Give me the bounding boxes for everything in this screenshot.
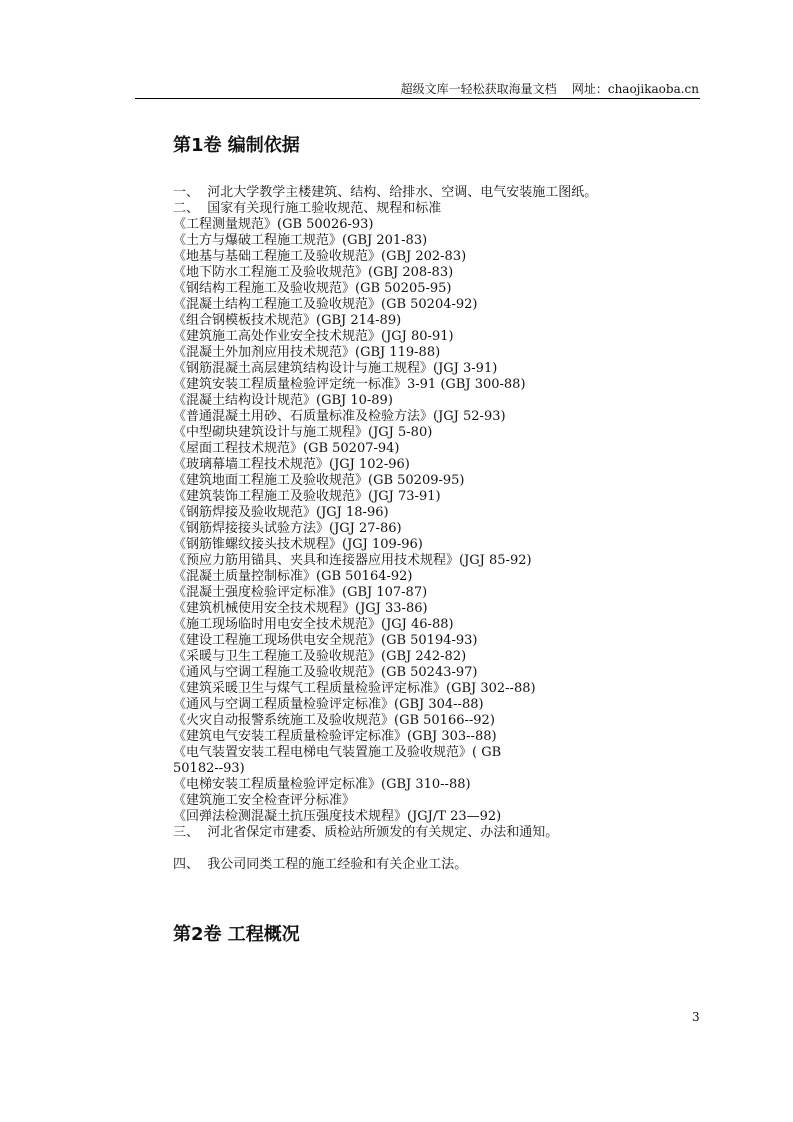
list-item: 《钢筋焊接及验收规范》(JGJ 18-96) <box>173 505 389 520</box>
list-item: 《建筑地面工程施工及验收规范》(GB 50209-95) <box>173 473 465 488</box>
list-item: 《组合钢模板技术规范》(GBJ 214-89) <box>173 313 402 328</box>
page-number: 3 <box>692 1010 700 1024</box>
list-item: 《混凝土结构设计规范》(GBJ 10-89) <box>173 393 393 408</box>
spacer <box>173 841 597 857</box>
list-item: 《建筑机械使用安全技术规程》(JGJ 33-86) <box>173 601 428 616</box>
list-item: 《混凝土质量控制标准》(GB 50164-92) <box>173 569 413 584</box>
list-item-4: 四、 我公司同类工程的施工经验和有关企业工法。 <box>173 857 468 872</box>
list-item: 一、 河北大学教学主楼建筑、结构、给排水、空调、电气安装施工图纸。 <box>173 185 598 200</box>
list-item: 《钢结构工程施工及验收规范》(GB 50205-95) <box>173 281 452 296</box>
list-item: 《混凝土强度检验评定标准》(GBJ 107-87) <box>173 585 428 600</box>
list-item: 《工程测量规范》(GB 50026-93) <box>173 217 374 232</box>
list-item: 《电气装置安装工程电梯电气装置施工及验收规范》( GB <box>173 745 502 760</box>
list-item: 《建筑装饰工程施工及验收规范》(JGJ 73-91) <box>173 489 441 504</box>
list-item: 《建设工程施工现场供电安全规范》(GB 50194-93) <box>173 633 478 648</box>
section-2-title: 第2卷 工程概况 <box>173 924 300 945</box>
list-item: 《混凝土结构工程施工及验收规范》(GB 50204-92) <box>173 297 478 312</box>
list-item: 《地下防水工程施工及验收规范》(GBJ 208-83) <box>173 265 454 280</box>
list-item: 50182--93) <box>173 761 245 776</box>
list-item: 《中型砌块建筑设计与施工规程》(JGJ 5-80) <box>173 425 433 440</box>
list-item: 《屋面工程技术规范》(GB 50207-94) <box>173 441 400 456</box>
list-item: 《普通混凝土用砂、石质量标准及检验方法》(JGJ 52-93) <box>173 409 506 424</box>
list-item: 《通风与空调工程质量检验评定标准》(GBJ 304--88) <box>173 697 484 712</box>
list-item: 《建筑采暖卫生与煤气工程质量检验评定标准》(GBJ 302--88) <box>173 681 536 696</box>
page-header: 超级文库一轻松获取海量文档 网址：chaojikaoba.cn <box>400 82 699 96</box>
list-item: 《回弹法检测混凝土抗压强度技术规程》(JGJ/T 23—92) <box>173 809 502 824</box>
list-item: 三、 河北省保定市建委、质检站所颁发的有关规定、办法和通知。 <box>173 825 559 840</box>
list-item: 《混凝土外加剂应用技术规范》(GBJ 119-88) <box>173 345 441 360</box>
list-item: 《采暖与卫生工程施工及验收规范》(GBJ 242-82) <box>173 649 467 664</box>
header-divider <box>135 98 700 99</box>
list-item: 《地基与基础工程施工及验收规范》(GBJ 202-83) <box>173 249 467 264</box>
list-item: 《预应力筋用锚具、夹具和连接器应用技术规程》(JGJ 85-92) <box>173 553 532 568</box>
list-item: 《通风与空调工程施工及验收规范》(GB 50243-97) <box>173 665 478 680</box>
list-item: 《火灾自动报警系统施工及验收规范》(GB 50166--92) <box>173 713 495 728</box>
basis-list <box>173 185 597 873</box>
list-item: 《电梯安装工程质量检验评定标准》(GBJ 310--88) <box>173 777 471 792</box>
list-item: 《建筑施工高处作业安全技术规范》(JGJ 80-91) <box>173 329 454 344</box>
list-item: 二、 国家有关现行施工验收规范、规程和标准 <box>173 201 442 216</box>
list-item: 《钢筋混凝土高层建筑结构设计与施工规程》(JGJ 3-91) <box>173 361 498 376</box>
list-item: 《建筑施工安全检查评分标准》 <box>173 793 356 808</box>
list-item: 《建筑安装工程质量检验评定统一标准》3-91 (GBJ 300-88) <box>173 377 526 392</box>
section-1-title: 第1卷 编制依据 <box>173 135 300 156</box>
list-item: 《建筑电气安装工程质量检验评定标准》(GBJ 303--88) <box>173 729 497 744</box>
list-item: 《土方与爆破工程施工规范》(GBJ 201-83) <box>173 233 428 248</box>
list-item: 《钢筋锥螺纹接头技术规程》(JGJ 109-96) <box>173 537 423 552</box>
list-item: 《玻璃幕墙工程技术规范》(JGJ 102-96) <box>173 457 410 472</box>
list-item: 《钢筋焊接接头试验方法》(JGJ 27-86) <box>173 521 402 536</box>
list-item: 《施工现场临时用电安全技术规范》(JGJ 46-88) <box>173 617 454 632</box>
